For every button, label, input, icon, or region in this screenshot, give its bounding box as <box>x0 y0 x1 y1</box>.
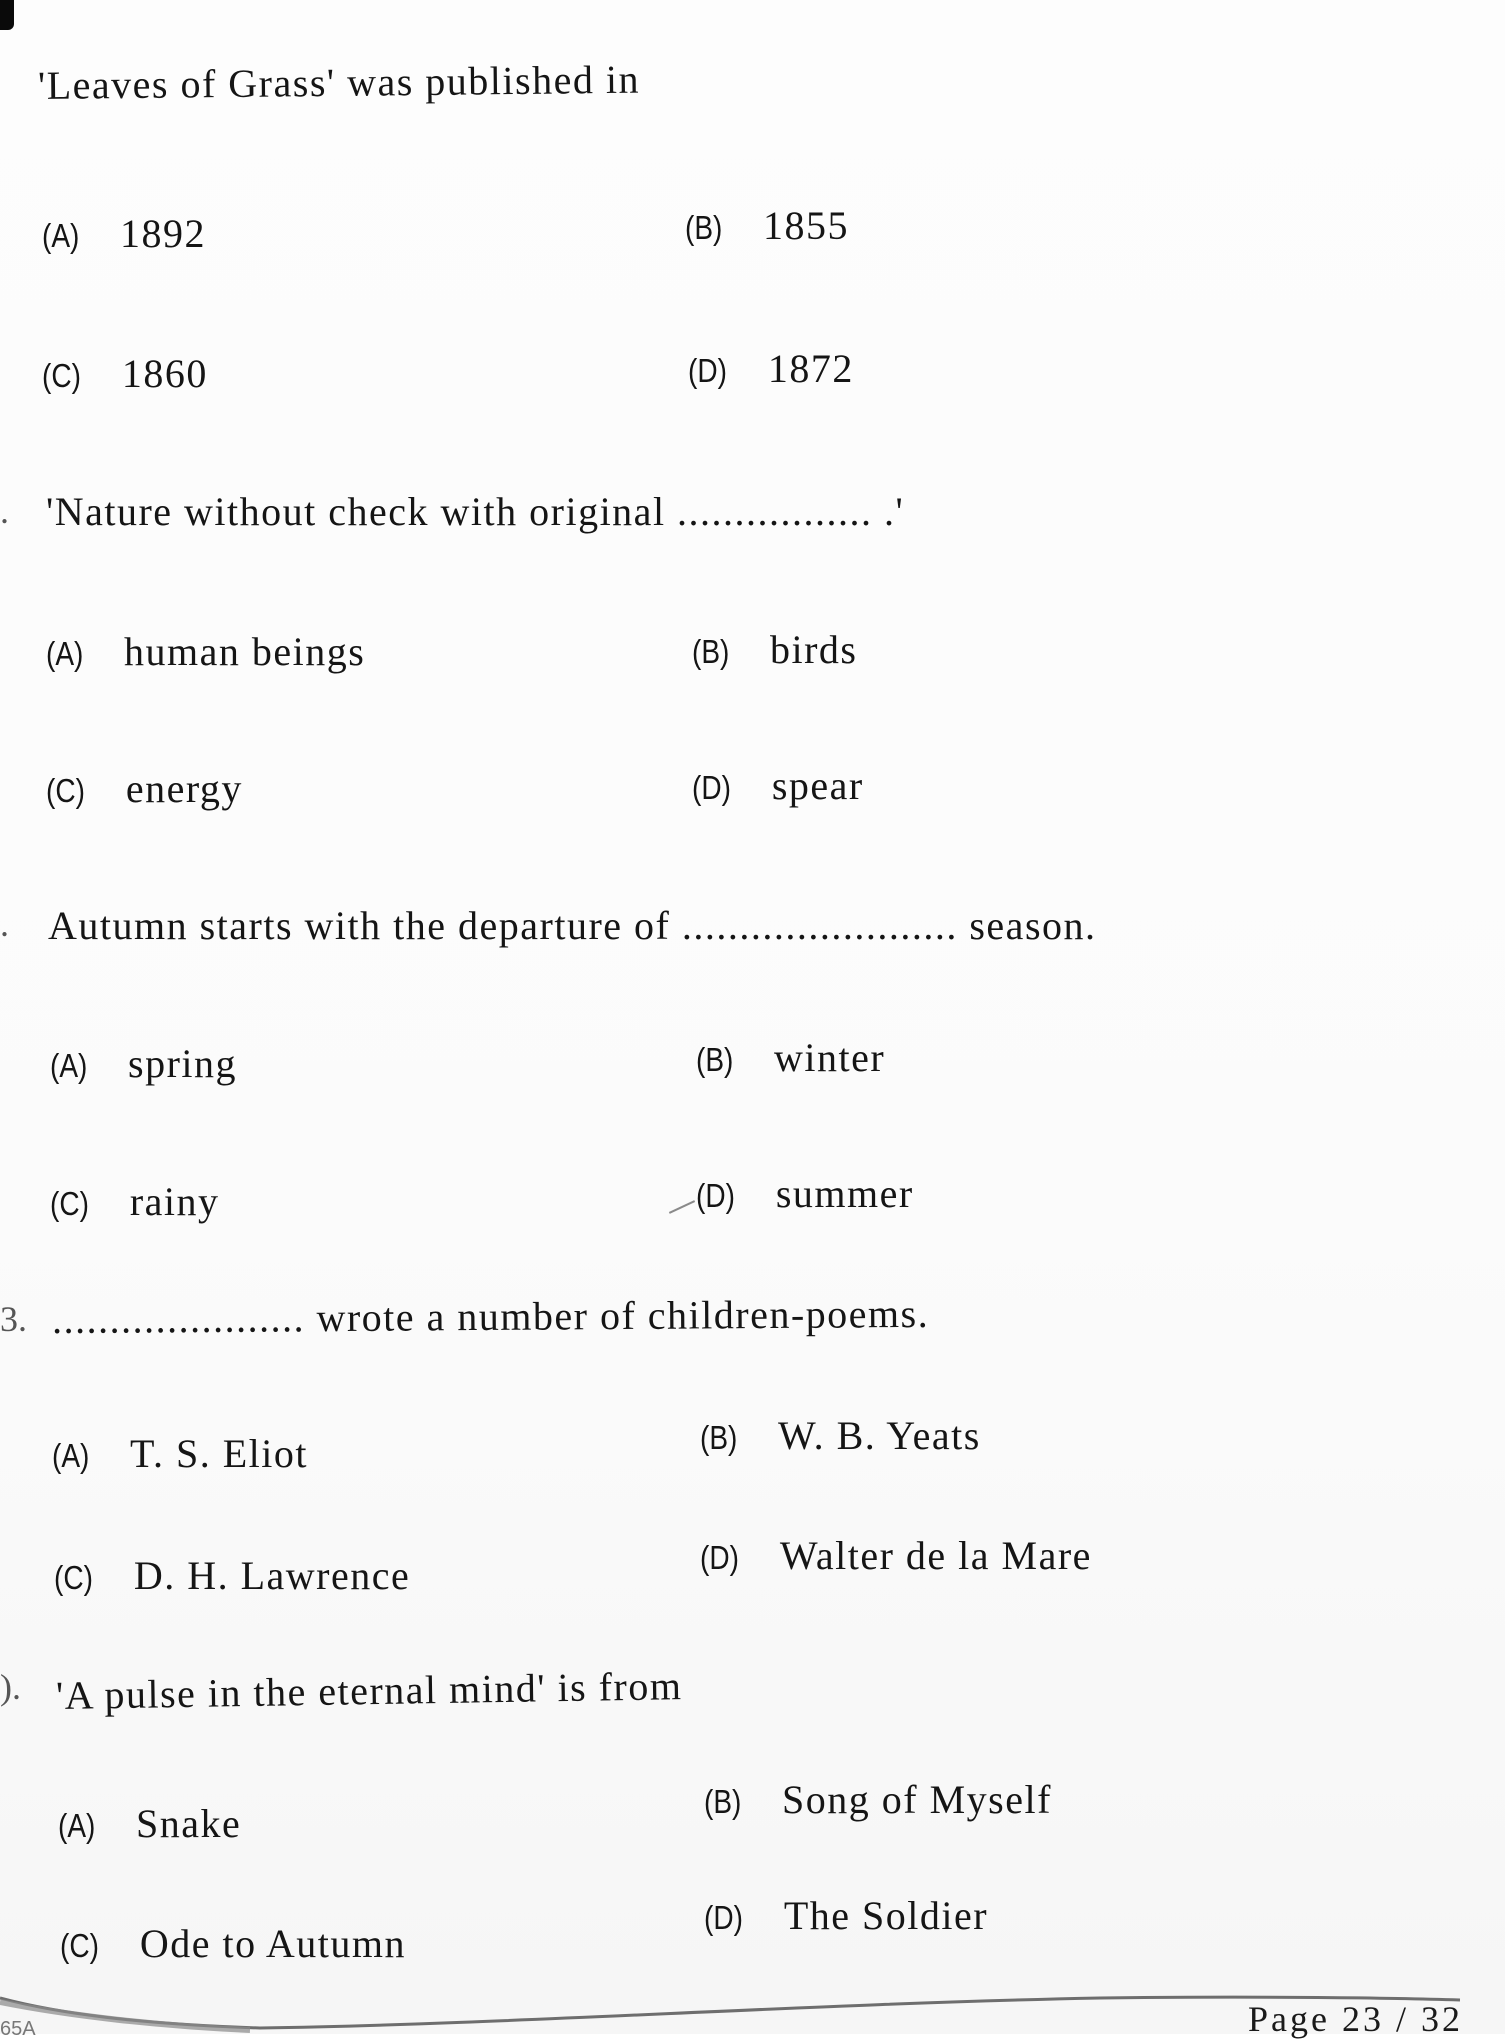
option-key: (D) <box>700 1539 739 1576</box>
option-key: (C) <box>54 1559 93 1596</box>
option-key: (D) <box>692 769 731 806</box>
question-stem: 'A pulse in the eternal mind' is from <box>55 1663 683 1718</box>
option-text: Snake <box>136 1801 242 1846</box>
question-stem: 'Nature without check with original ................. .' <box>46 489 905 534</box>
option-d[interactable] <box>692 762 864 809</box>
footer-code-fragment: 65A <box>0 2018 36 2040</box>
option-b[interactable] <box>696 1034 885 1081</box>
option-b[interactable] <box>692 626 858 673</box>
option-key: (C) <box>60 1927 99 1964</box>
option-text: Ode to Autumn <box>139 1921 406 1966</box>
option-text: Song of Myself <box>782 1777 1052 1822</box>
option-key: (D) <box>696 1177 735 1214</box>
option-key: (D) <box>688 352 727 389</box>
option-text: winter <box>774 1035 886 1080</box>
option-key: (D) <box>704 1899 743 1936</box>
option-d[interactable] <box>704 1892 988 1939</box>
question-stem: Autumn starts with the departure of ........................ season. <box>48 903 1097 948</box>
scan-corner-mark <box>0 0 14 30</box>
option-key: (C) <box>50 1185 89 1222</box>
option-a[interactable] <box>50 1040 237 1087</box>
option-text: 1892 <box>120 211 206 256</box>
option-b[interactable] <box>704 1776 1052 1823</box>
question-number-fragment: . <box>0 904 9 944</box>
option-text: T. S. Eliot <box>130 1431 308 1476</box>
option-key: (B) <box>704 1783 742 1820</box>
option-a[interactable] <box>52 1430 308 1477</box>
question-stem: 'Leaves of Grass' was published in <box>37 56 641 108</box>
option-b[interactable] <box>685 202 849 249</box>
option-c[interactable] <box>60 1920 406 1967</box>
option-text: spring <box>128 1041 237 1086</box>
option-key: (C) <box>42 357 81 394</box>
page-number: Page 23 / 32 <box>1248 1999 1463 2039</box>
option-key: (A) <box>46 635 84 672</box>
option-text: birds <box>770 627 858 672</box>
option-text: 1872 <box>767 346 854 391</box>
option-d[interactable] <box>696 1170 914 1217</box>
option-a[interactable] <box>42 210 206 257</box>
question-number-fragment: 3. <box>0 1299 27 1339</box>
option-text: Walter de la Mare <box>779 1533 1092 1578</box>
option-text: summer <box>775 1171 914 1216</box>
option-text: energy <box>125 766 243 811</box>
option-key: (B) <box>696 1041 734 1078</box>
option-key: (A) <box>50 1047 88 1084</box>
option-text: rainy <box>129 1179 220 1224</box>
option-a[interactable] <box>58 1800 241 1847</box>
option-c[interactable] <box>42 350 208 397</box>
option-key: (B) <box>700 1419 738 1456</box>
option-key: (C) <box>46 772 85 809</box>
option-text: 1855 <box>763 203 849 248</box>
option-text: The Soldier <box>783 1893 989 1938</box>
question-number-fragment: ). <box>0 1667 21 1707</box>
option-text: D. H. Lawrence <box>133 1553 411 1598</box>
question-number-fragment: . <box>0 491 9 531</box>
pencil-tick-mark <box>669 1200 695 1214</box>
option-text: spear <box>771 763 864 808</box>
option-key: (A) <box>58 1807 96 1844</box>
option-text: 1860 <box>121 351 208 396</box>
option-c[interactable] <box>46 765 243 812</box>
option-a[interactable] <box>46 628 365 675</box>
option-c[interactable] <box>50 1178 220 1225</box>
option-d[interactable] <box>688 345 854 392</box>
option-c[interactable] <box>54 1552 410 1599</box>
option-text: W. B. Yeats <box>778 1413 981 1458</box>
option-d[interactable] <box>700 1532 1092 1579</box>
option-b[interactable] <box>700 1412 981 1459</box>
option-key: (B) <box>685 209 723 246</box>
option-key: (A) <box>42 217 80 254</box>
option-key: (B) <box>692 633 730 670</box>
question-stem: ...................... wrote a number of children-poems. <box>51 1290 930 1342</box>
option-key: (A) <box>52 1437 90 1474</box>
option-text: human beings <box>124 629 366 674</box>
